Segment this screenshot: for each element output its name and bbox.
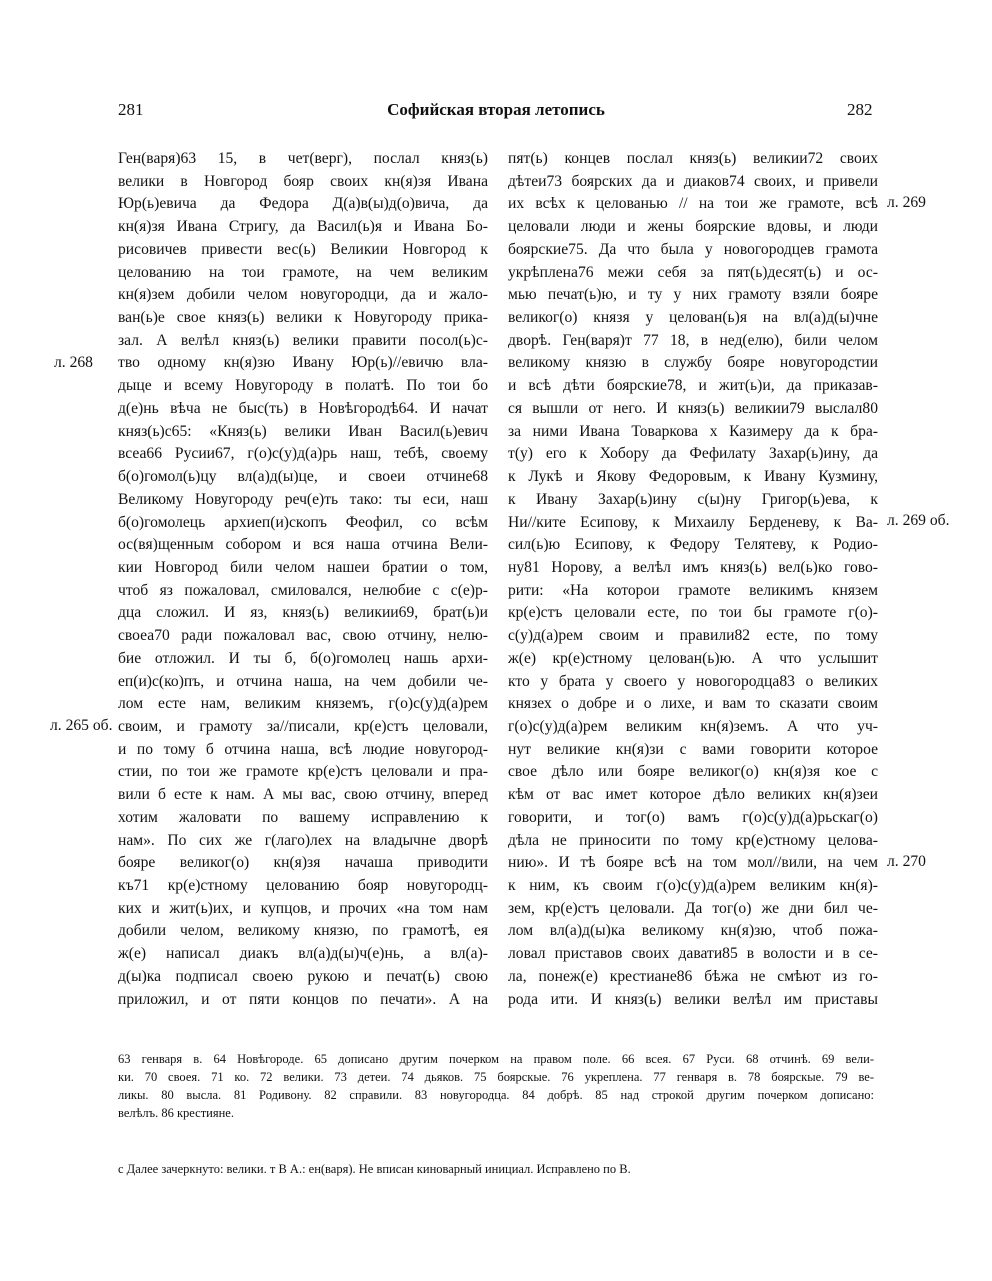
text-line: дѣтеи73 боярских да и диаков74 своих, и привели (508, 172, 878, 190)
running-title: Софийская вторая летопись (387, 100, 605, 119)
text-line: дца сложил. И яз, княз(ь) великии69, брат(ь)и (118, 604, 488, 622)
text-line: Ни//ките Есипову, к Михаилу Берденеву, к Ва- (508, 513, 878, 531)
text-line: д(ы)ка подписал своею рукою и печат(ь) свою (118, 967, 488, 985)
text-line: лом вл(а)д(ы)ка великому кн(я)зю, чтоб пожа- (508, 922, 878, 940)
footnote-line: 63 генваря в. 64 Новѣгороде. 65 дописано другим почерком на правом поле. 66 всея. 67 Руси. 68 отчинѣ. 69 вели- (118, 1052, 874, 1066)
text-line: князех о добре и о лихе, и вам то сказати своим (508, 695, 878, 713)
text-line: зал. А велѣл княз(ь) велики правити посол(ь)с- (118, 331, 488, 349)
text-line: ван(ь)е свое княз(ь) велики к Новугороду прика- (118, 309, 488, 327)
text-line: рода ити. И княз(ь) велики велѣл им приставы (508, 990, 878, 1008)
right-text-column (508, 148, 878, 1011)
text-line: их всѣх к целованью // на тои же грамоте, всѣ (508, 195, 878, 213)
footnotes (118, 1050, 874, 1122)
text-line: ла, понеж(е) крестиане86 бѣжа не смѣют из го- (508, 967, 878, 985)
text-line: Великому Новугороду реч(е)ть тако: ты еси, наш (118, 490, 488, 508)
text-line: и по тому б отчина наша, вcѣ людие новугород- (118, 740, 488, 758)
text-line: своим, и грамоту за//писали, кр(е)стъ целовали, (118, 717, 488, 735)
left-page-number: 281 (118, 100, 144, 119)
text-line: приложил, и от пяти концов по печати». А на (118, 990, 488, 1008)
text-line: сил(ь)ю Есипову, к Федору Телятеву, к Родио- (508, 536, 878, 554)
text-line: Ген(варя)63 15, в чет(верг), послал княз(ь) (118, 150, 488, 167)
text-line: д(е)нь вѣча не быс(ть) в Новѣгородѣ64. И начат (118, 399, 488, 417)
text-line: своеа70 ради пожаловал вас, свою отчину, нелю- (118, 627, 488, 645)
text-line: б(о)гомол(ь)цу вл(а)д(ы)це, и своеи отчине68 (118, 468, 488, 486)
text-line: к Лукѣ и Якову Федоровым, к Ивану Кузмину, (508, 468, 878, 486)
left-text-column (118, 148, 488, 1011)
text-line: к Ивану Захар(ь)ину с(ы)ну Григор(ь)ева, к (508, 490, 878, 508)
text-line: княз(ь)с65: «Княз(ь) велики Иван Васил(ь)евич (118, 422, 488, 440)
page-header (0, 100, 992, 128)
text-line: Юр(ь)евича да Федора Д(а)в(ы)д(о)вича, да (118, 195, 488, 213)
text-line: хотим жаловати по вашему исправлению к (118, 808, 488, 826)
text-line: добили челом, великому князю, по грамотѣ, ея (118, 922, 488, 940)
text-line: кн(я)зем добили челом новугородци, да и жало- (118, 286, 488, 304)
text-line: ну81 Норову, а велѣл имъ княз(ь) вел(ь)ко гово- (508, 558, 878, 576)
text-line: дворѣ. Ген(варя)т 77 18, в нед(елю), били челом (508, 331, 878, 349)
text-line: еп(и)с(ко)пъ, и отчина наша, на чем добили че- (118, 672, 488, 690)
margin-note-l269: л. 269 (887, 194, 926, 211)
text-line: целованию на тои грамоте, на чем великим (118, 263, 488, 281)
text-line: зем, кр(е)стъ целовали. Да тог(о) же дни бил че- (508, 899, 878, 917)
text-line: великому князю в службу бояре новугородстии (508, 354, 878, 372)
text-line: за ними Ивана Товаркова х Казимеру да к бра- (508, 422, 878, 440)
text-line: ж(е) кр(е)стному целован(ь)ю. А что услышит (508, 649, 878, 667)
text-line: говорити, и тог(о) вамъ г(о)с(у)д(а)рьскаг(о) (508, 808, 878, 826)
margin-note-l268: л. 268 (54, 354, 93, 371)
margin-note-l269ob: л. 269 об. (887, 512, 950, 529)
text-line: тво одному кн(я)зю Ивану Юр(ь)//евичю вла- (118, 354, 488, 372)
text-line: нию». И тѣ бояре всѣ на том мол//вили, на чем (508, 854, 878, 872)
text-line: к ним, къ своим г(о)с(у)д(а)рем великим кн(я)- (508, 877, 878, 894)
text-line: свое дѣло или бояре великог(о) кн(я)зя кое с (508, 763, 878, 781)
text-line: т(у) его к Хобору да Фефилату Захар(ь)ину, да (508, 445, 878, 463)
text-line: рисовичев привести вес(ь) Великии Новгород к (118, 240, 488, 258)
right-page-number: 282 (847, 100, 873, 119)
text-line: с(у)д(а)рем своим и правили82 есте, по тому (508, 627, 878, 645)
text-line: дѣла не приносити по тому кр(е)стному целова- (508, 831, 878, 849)
text-line: укрѣплена76 межи себя за пят(ь)десят(ь) и ос- (508, 263, 878, 281)
text-line: ся вышли от него. И княз(ь) великии79 выслал80 (508, 399, 878, 417)
text-line: всеа66 Русии67, г(о)с(у)д(а)рь наш, тебѣ, своему (118, 445, 488, 463)
text-line: дыце и всему Новугороду в полатѣ. По тои бо (118, 377, 488, 395)
text-line: лом есте нам, великим княземъ, г(о)с(у)д(а)рем (118, 695, 488, 713)
margin-note-l270: л. 270 (887, 853, 926, 870)
critical-apparatus-note: с Далее зачеркнуто: велики. т В А.: ен(варя). Не вписан киноварный инициал. Исправлено по В. (118, 1162, 631, 1176)
margin-note-l265ob: л. 265 об. (50, 717, 113, 734)
text-line: кии Новгород били челом нашеи братии о том, (118, 558, 488, 576)
text-line: чтоб яз пожаловал, смиловался, нелюбие с с(е)р- (118, 581, 488, 599)
text-line: рити: «На которои грамоте великимъ князем (508, 581, 878, 599)
text-line: велики в Новгород бояр своих кн(я)зя Ивана (118, 172, 488, 190)
text-line: нам». По сих же г(лаго)лех на владычне дворѣ (118, 831, 488, 849)
footnote-line: велѣлъ. 86 крестияне. (118, 1106, 234, 1120)
text-line: пят(ь) концев послал княз(ь) великии72 своих (508, 150, 878, 167)
text-line: къ71 кр(е)стному целованию бояр новугородц- (118, 877, 488, 894)
text-line: ж(е) написал диакъ вл(а)д(ы)ч(е)нь, а вл(а)- (118, 945, 488, 963)
text-line: ловал приставов своих давати85 в волости и в се- (508, 945, 878, 963)
text-line: нут великие кн(я)зи с вами говорити которое (508, 740, 878, 758)
text-line: б(о)гомолець архиеп(и)скопъ Феофил, со всѣм (118, 513, 488, 531)
text-line: и всѣ дѣти боярские78, и жит(ь)и, да приказав- (508, 377, 878, 395)
text-line: целовали люди и жены боярские вдовы, и люди (508, 218, 878, 236)
text-line: кн(я)зя Ивана Стригу, да Васил(ь)я и Ивана Бо- (118, 218, 488, 236)
text-line: ких и жит(ь)их, и купцов, и прочих «на том нам (118, 899, 488, 917)
text-line: ос(вя)щенным собором и вся наша отчина Вели- (118, 536, 488, 554)
footnote-line: ликы. 80 высла. 81 Родивону. 82 справили. 83 новугородца. 84 добрѣ. 85 над строкой другим почерком дописано: (118, 1088, 874, 1102)
text-line: бояре великог(о) кн(я)зя начаша приводити (118, 854, 488, 872)
text-line: боярские75. Да что была у новогородцев грамота (508, 240, 878, 258)
text-line: бие отложил. И ты б, б(о)гомолец нашь архи- (118, 649, 488, 667)
footnote-line: ки. 70 своея. 71 ко. 72 велики. 73 детеи. 74 дьяков. 75 боярскые. 76 укреплена. 77 генваря в. 78 боярскые. 79 ве- (118, 1070, 874, 1084)
text-line: кто у брата у своего у новогородца83 о великих (508, 672, 878, 690)
text-line: великог(о) князя у целован(ь)я на вл(а)д(ы)чне (508, 309, 878, 327)
text-line: вили б есте к нам. А мы вас, свою отчину, вперед (118, 786, 488, 804)
text-line: г(о)с(у)д(а)рем великим кн(я)земъ. А что уч- (508, 717, 878, 735)
text-line: мью печат(ь)ю, и ту у них грамоту взяли бояре (508, 286, 878, 304)
text-line: стии, по тои же грамоте кр(е)стъ целовали и пра- (118, 763, 488, 781)
text-line: кр(е)стъ целовали есте, по тои бы грамоте г(о)- (508, 604, 878, 622)
text-line: кѣм от вас имет которое дѣло великих кн(я)зеи (508, 786, 878, 804)
